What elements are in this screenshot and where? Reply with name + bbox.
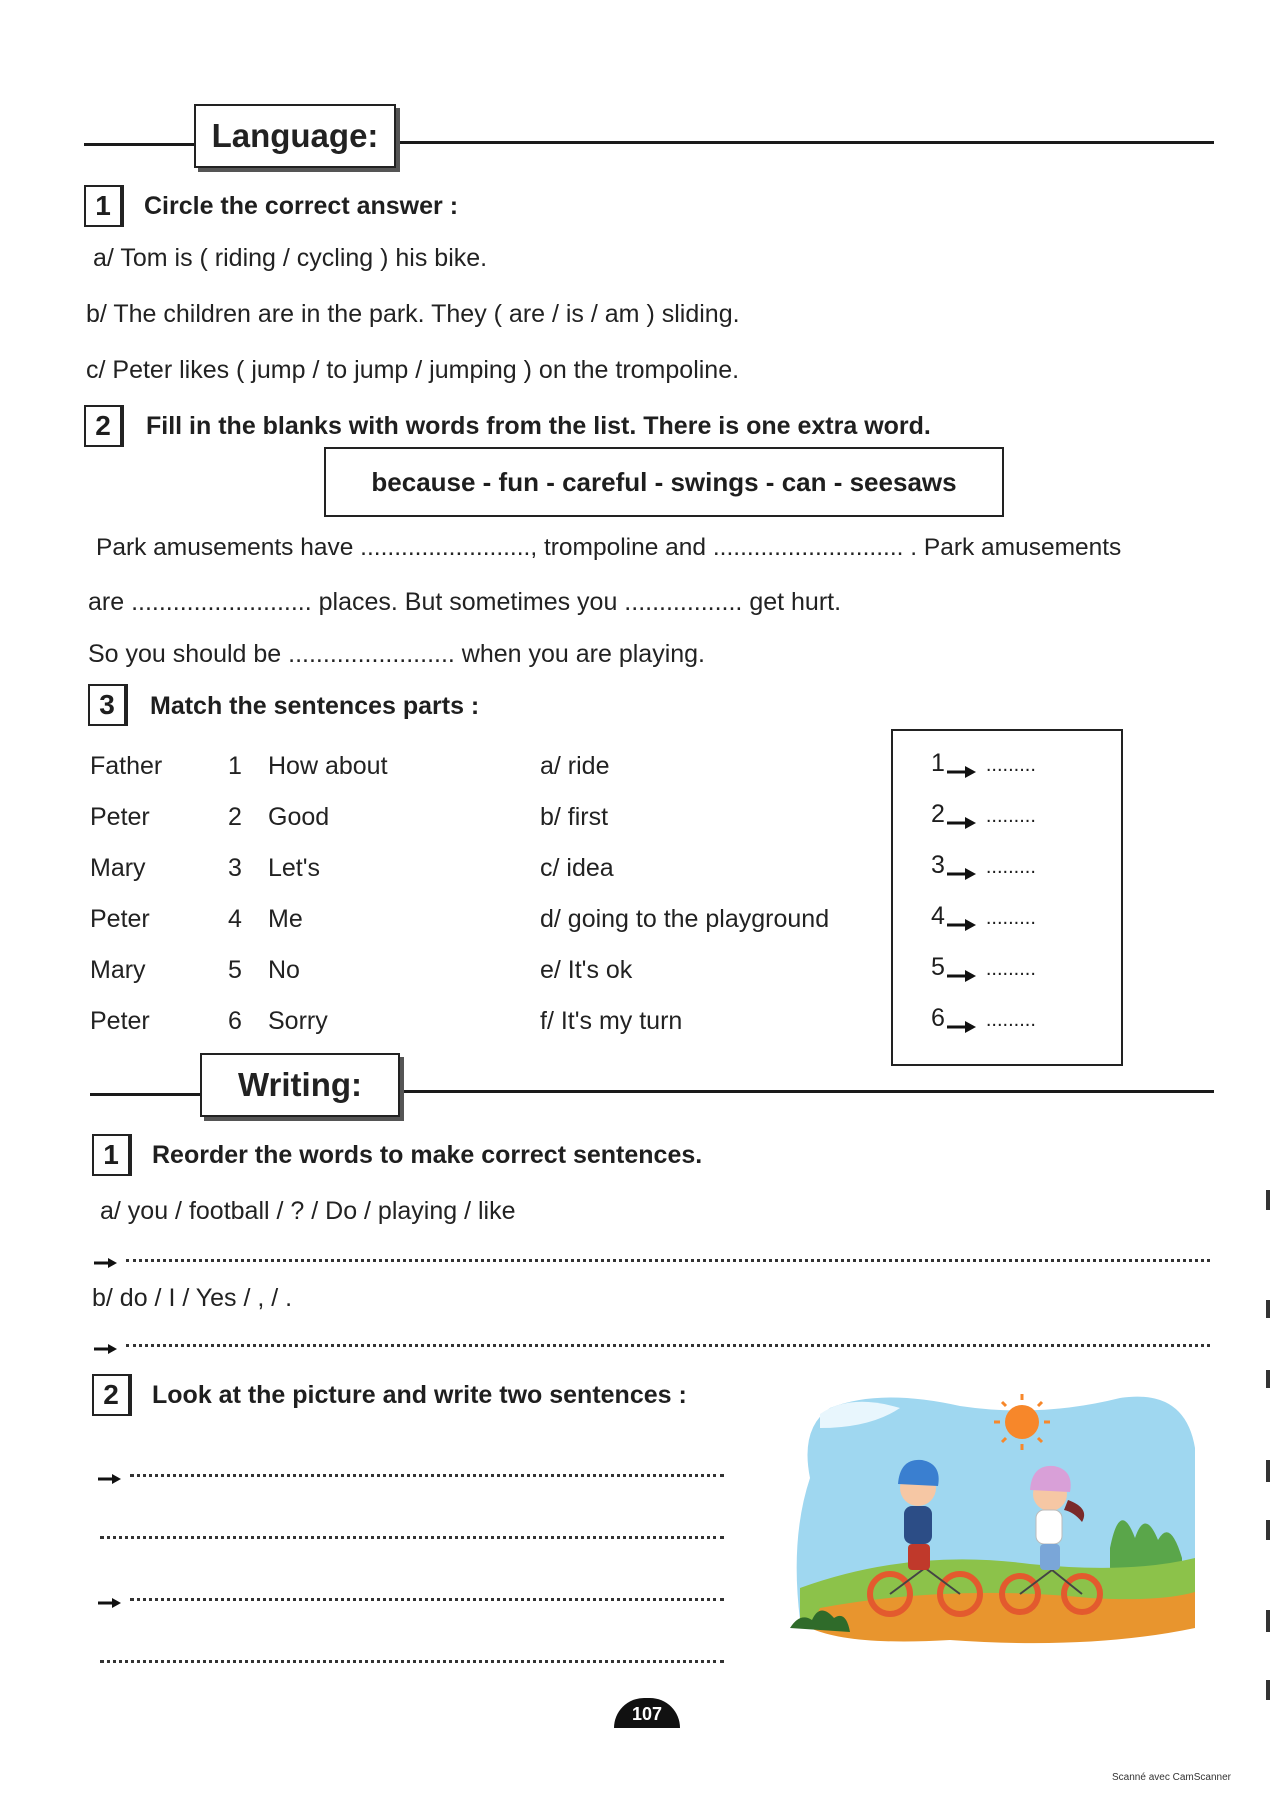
exercise-number: 3 bbox=[88, 684, 128, 726]
exercise-number: 2 bbox=[92, 1374, 132, 1416]
item-number: 1 bbox=[228, 752, 242, 780]
answer-row[interactable] bbox=[931, 800, 1036, 829]
exercise-instruction: Fill in the blanks with words from the list. There is one extra word. bbox=[146, 412, 931, 440]
speaker: Mary bbox=[90, 854, 146, 882]
first-part: No bbox=[268, 956, 300, 984]
question-c: c/ Peter likes ( jump / to jump / jumping ) on the trompoline. bbox=[86, 356, 740, 384]
answer-box bbox=[891, 729, 1123, 1066]
item-number: 6 bbox=[228, 1007, 242, 1035]
arrow-icon bbox=[98, 1464, 122, 1490]
first-part: How about bbox=[268, 752, 388, 780]
first-part: Sorry bbox=[268, 1007, 328, 1035]
answer-line[interactable] bbox=[126, 1344, 1210, 1347]
question-b: b/ The children are in the park. They ( are / is / am ) sliding. bbox=[86, 300, 740, 328]
speaker: Peter bbox=[90, 1007, 150, 1035]
exercise-instruction: Look at the picture and write two sentences : bbox=[152, 1381, 687, 1409]
arrow-icon bbox=[94, 1334, 118, 1360]
writing-rule-right bbox=[398, 1090, 1214, 1093]
exercise-instruction: Circle the correct answer : bbox=[144, 192, 459, 220]
answer-blank[interactable]: ......... bbox=[985, 1009, 1036, 1031]
second-part: b/ first bbox=[540, 803, 609, 831]
answer-line[interactable] bbox=[130, 1474, 724, 1477]
answer-row[interactable] bbox=[931, 953, 1036, 982]
speaker: Father bbox=[90, 752, 163, 780]
answer-key: 5 bbox=[931, 953, 945, 981]
answer-line[interactable] bbox=[130, 1598, 724, 1601]
item-number: 5 bbox=[228, 956, 242, 984]
second-part: f/ It's my turn bbox=[540, 1007, 683, 1035]
first-part: Me bbox=[268, 905, 303, 933]
arrow-icon bbox=[947, 757, 979, 771]
arrow-icon bbox=[947, 1012, 979, 1026]
answer-blank[interactable]: ......... bbox=[985, 754, 1036, 776]
speaker: Peter bbox=[90, 803, 150, 831]
question-a: a/ Tom is ( riding / cycling ) his bike. bbox=[93, 244, 488, 272]
answer-row[interactable] bbox=[931, 851, 1036, 880]
exercise-number: 2 bbox=[84, 405, 124, 447]
second-part: d/ going to the playground bbox=[540, 905, 830, 933]
answer-key: 1 bbox=[931, 749, 945, 777]
language-heading: Language: bbox=[194, 104, 396, 168]
answer-row[interactable] bbox=[931, 1004, 1036, 1033]
first-part: Good bbox=[268, 803, 330, 831]
answer-blank[interactable]: ......... bbox=[985, 856, 1036, 878]
item-number: 3 bbox=[228, 854, 242, 882]
exercise-number: 1 bbox=[92, 1134, 132, 1176]
answer-line[interactable] bbox=[100, 1536, 724, 1539]
exercise-instruction: Reorder the words to make correct sentences. bbox=[152, 1141, 703, 1169]
answer-blank[interactable]: ......... bbox=[985, 958, 1036, 980]
language-rule-right bbox=[396, 141, 1214, 144]
answer-key: 4 bbox=[931, 902, 945, 930]
second-part: a/ ride bbox=[540, 752, 610, 780]
fill-line-2: are .......................... places. But sometimes you ................. get hurt. bbox=[88, 588, 842, 616]
answer-blank[interactable]: ......... bbox=[985, 805, 1036, 827]
arrow-icon bbox=[947, 808, 979, 822]
answer-line[interactable] bbox=[126, 1259, 1210, 1262]
scan-edge-marks bbox=[1266, 1190, 1270, 1700]
page-number: 107 bbox=[631, 1704, 663, 1724]
speaker: Peter bbox=[90, 905, 150, 933]
answer-key: 2 bbox=[931, 800, 945, 828]
first-part: Let's bbox=[268, 854, 321, 882]
language-rule-left bbox=[84, 143, 196, 146]
answer-row[interactable] bbox=[931, 749, 1036, 778]
reorder-item-a: a/ you / football / ? / Do / playing / like bbox=[100, 1197, 516, 1225]
page-number-badge bbox=[614, 1698, 680, 1728]
writing-rule-left bbox=[90, 1093, 202, 1096]
item-number: 4 bbox=[228, 905, 242, 933]
reorder-item-b: b/ do / I / Yes / , / . bbox=[92, 1284, 293, 1312]
fill-line-3: So you should be ........................ when you are playing. bbox=[88, 640, 706, 668]
children-cycling-picture bbox=[790, 1388, 1202, 1658]
answer-key: 3 bbox=[931, 851, 945, 879]
arrow-icon bbox=[947, 859, 979, 873]
arrow-icon bbox=[947, 910, 979, 924]
arrow-icon bbox=[94, 1248, 118, 1274]
answer-key: 6 bbox=[931, 1004, 945, 1032]
exercise-instruction: Match the sentences parts : bbox=[150, 692, 480, 720]
fill-line-1: Park amusements have ........................., trompoline and ............................ . Park amusements bbox=[96, 534, 1122, 561]
writing-heading: Writing: bbox=[200, 1053, 400, 1117]
word-list-box: because - fun - careful - swings - can - seesaws bbox=[324, 447, 1004, 517]
exercise-number: 1 bbox=[84, 185, 124, 227]
second-part: e/ It's ok bbox=[540, 956, 633, 984]
answer-blank[interactable]: ......... bbox=[985, 907, 1036, 929]
speaker: Mary bbox=[90, 956, 146, 984]
item-number: 2 bbox=[228, 803, 242, 831]
answer-row[interactable] bbox=[931, 902, 1036, 931]
arrow-icon bbox=[98, 1588, 122, 1614]
answer-line[interactable] bbox=[100, 1660, 724, 1663]
arrow-icon bbox=[947, 961, 979, 975]
scanner-footer: Scanné avec CamScanner bbox=[1112, 1772, 1231, 1783]
second-part: c/ idea bbox=[540, 854, 614, 882]
